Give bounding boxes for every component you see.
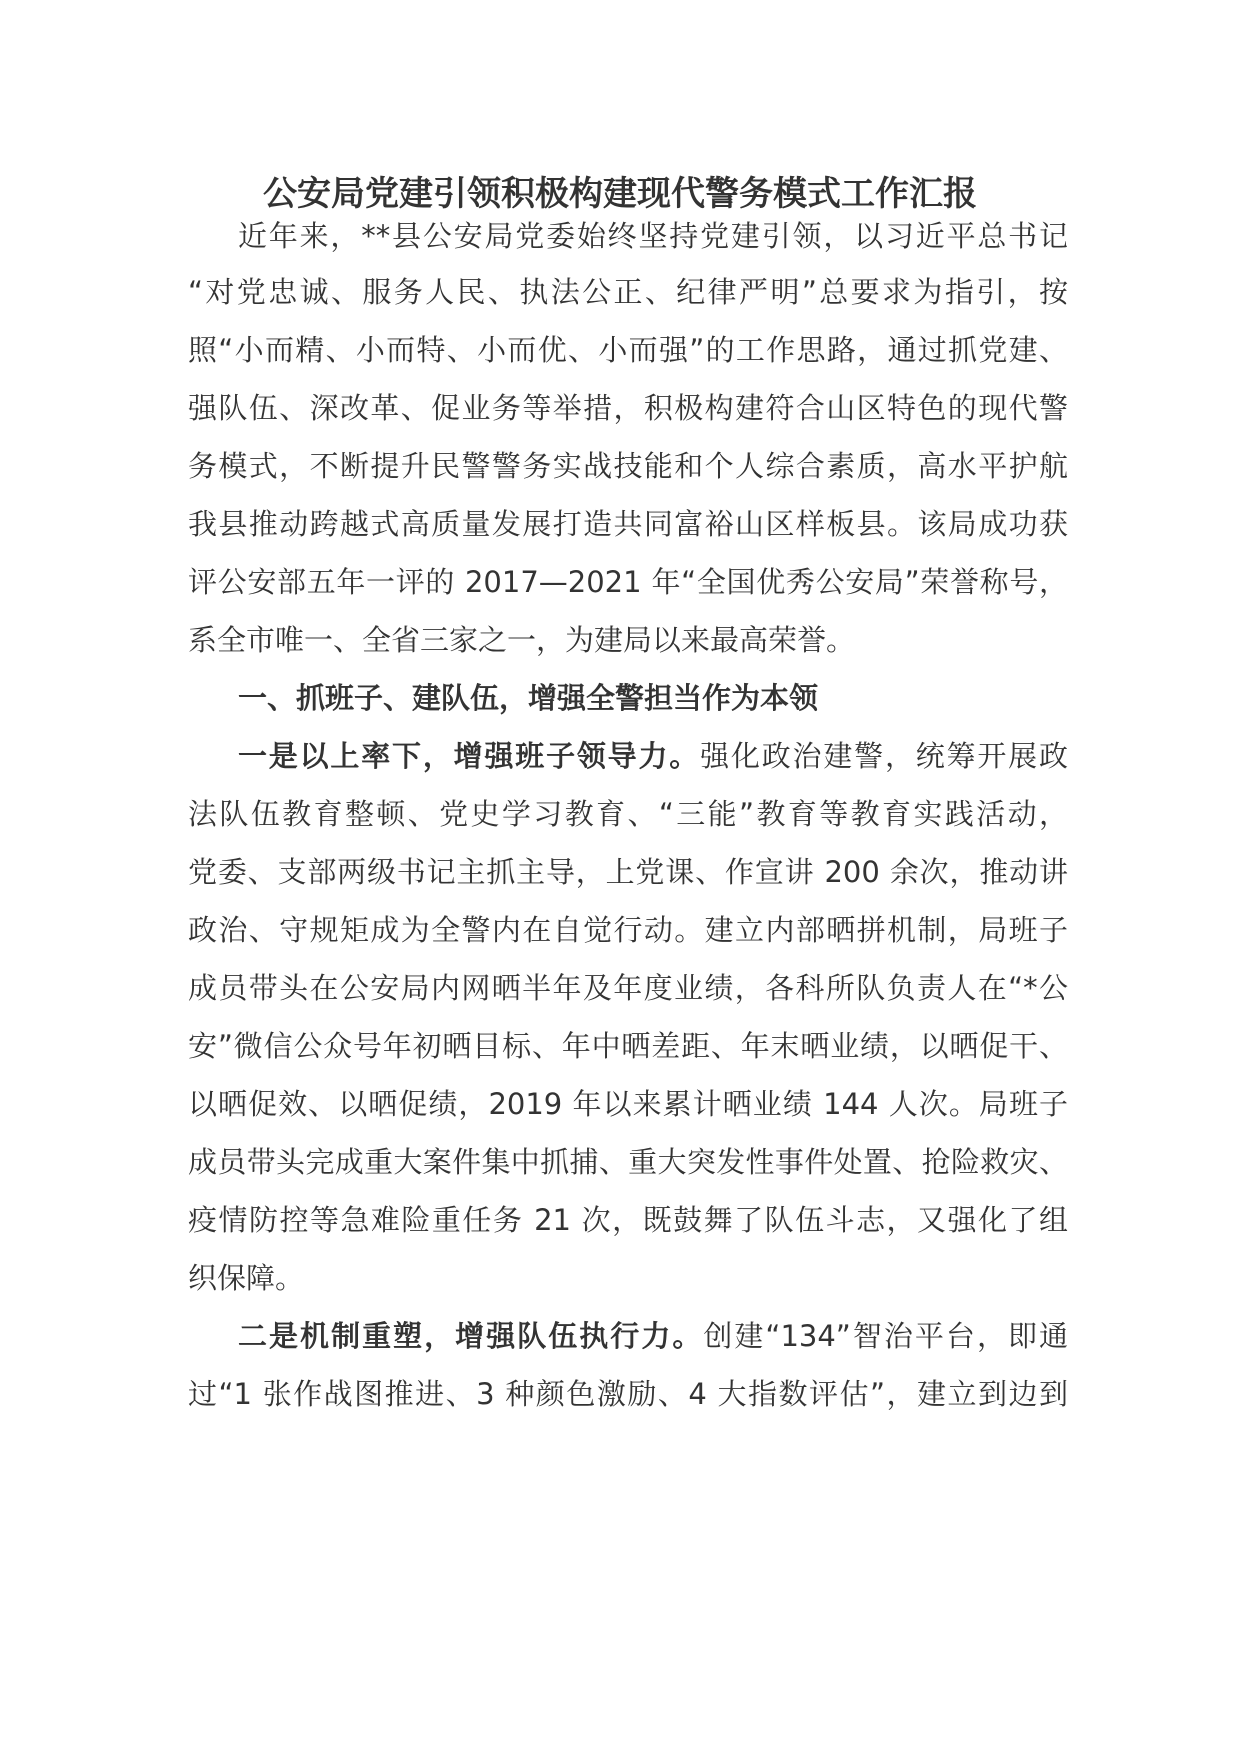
intro-line-3: 照“小而精、小而特、小而优、小而强”的工作思路，通过抓党建、	[188, 333, 1068, 367]
para1-line-1-rest: 强化政治建警，统筹开展政	[700, 739, 1068, 773]
intro-line-5: 务模式，不断提升民警警务实战技能和个人综合素质，高水平护航	[188, 449, 1068, 483]
para1-line-10: 织保障。	[188, 1261, 305, 1295]
para2-line-2: 过“1 张作战图推进、3 种颜色激励、4 大指数评估”，建立到边到	[188, 1377, 1068, 1411]
intro-line-7: 评公安部五年一评的 2017—2021 年“全国优秀公安局”荣誉称号，	[188, 565, 1068, 599]
para1-line-2: 法队伍教育整顿、党史学习教育、“三能”教育等教育实践活动，	[188, 797, 1068, 831]
para1-line-5: 成员带头在公安局内网晒半年及年度业绩，各科所队负责人在“*公	[188, 971, 1068, 1005]
para1-line-4: 政治、守规矩成为全警内在自觉行动。建立内部晒拼机制，局班子	[188, 913, 1068, 947]
para1-line-9: 疫情防控等急难险重任务 21 次，既鼓舞了队伍斗志，又强化了组	[188, 1203, 1068, 1237]
para1-line-7: 以晒促效、以晒促绩，2019 年以来累计晒业绩 144 人次。局班子	[188, 1087, 1068, 1121]
intro-line-8: 系全市唯一、全省三家之一，为建局以来最高荣誉。	[188, 623, 856, 657]
para1-line-3: 党委、支部两级书记主抓主导，上党课、作宣讲 200 余次，推动讲	[188, 855, 1068, 889]
intro-line-2: “对党忠诚、服务人民、执法公正、纪律严明”总要求为指引，按	[188, 275, 1068, 309]
section-heading-1: 一、抓班子、建队伍，增强全警担当作为本领	[238, 681, 819, 715]
document-title: 公安局党建引领积极构建现代警务模式工作汇报	[263, 174, 977, 214]
para2-lead: 二是机制重塑，增强队伍执行力。	[238, 1319, 704, 1353]
para2-line-1	[238, 1316, 1068, 1356]
para2-line-1-rest: 创建“134”智治平台，即通	[703, 1319, 1068, 1353]
intro-line-4: 强队伍、深改革、促业务等举措，积极构建符合山区特色的现代警	[188, 391, 1068, 425]
para1-line-6: 安”微信公众号年初晒目标、年中晒差距、年末晒业绩，以晒促干、	[188, 1029, 1068, 1063]
intro-line-6: 我县推动跨越式高质量发展打造共同富裕山区样板县。该局成功获	[188, 507, 1068, 541]
para1-line-1	[238, 736, 1068, 776]
intro-line-1: 近年来，**县公安局党委始终坚持党建引领，以习近平总书记	[238, 219, 1068, 253]
para1-line-8: 成员带头完成重大案件集中抓捕、重大突发性事件处置、抢险救灾、	[188, 1145, 1068, 1179]
para1-lead: 一是以上率下，增强班子领导力。	[238, 739, 701, 773]
